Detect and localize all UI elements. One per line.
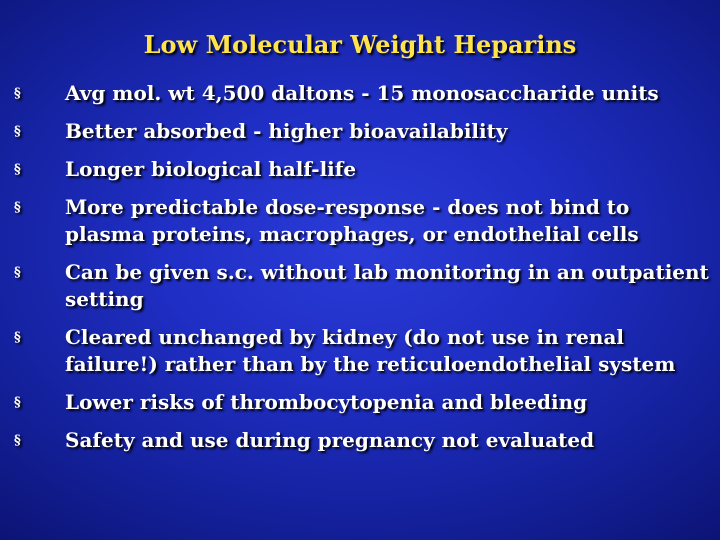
bullet-marker-icon: § — [14, 200, 21, 215]
bullet-item — [14, 324, 714, 378]
bullet-item — [14, 118, 714, 145]
bullet-item — [14, 389, 714, 416]
bullet-item — [14, 259, 714, 313]
bullet-text: Longer biological half-life — [65, 157, 357, 181]
bullet-text: Lower risks of thrombocytopenia and bleeding — [65, 390, 588, 414]
slide-title: Low Molecular Weight Heparins — [143, 30, 577, 59]
bullet-marker-icon: § — [14, 395, 21, 410]
bullet-list — [14, 80, 714, 465]
bullet-marker-icon: § — [14, 330, 21, 345]
bullet-marker-icon: § — [14, 86, 21, 101]
bullet-marker-icon: § — [14, 433, 21, 448]
bullet-marker-icon: § — [14, 162, 21, 177]
bullet-text: Better absorbed - higher bioavailability — [65, 119, 508, 143]
bullet-item — [14, 80, 714, 107]
bullet-text: Safety and use during pregnancy not evaluated — [65, 428, 595, 452]
bullet-text: More predictable dose-response - does not bind to plasma proteins, macrophages, or endothelial cells — [65, 195, 639, 246]
bullet-item — [14, 194, 714, 248]
bullet-marker-icon: § — [14, 124, 21, 139]
bullet-item — [14, 427, 714, 454]
bullet-item — [14, 156, 714, 183]
bullet-text: Cleared unchanged by kidney (do not use in renal failure!) rather than by the reticuloendothelial system — [65, 325, 676, 376]
bullet-text: Can be given s.c. without lab monitoring in an outpatient setting — [65, 260, 709, 311]
bullet-marker-icon: § — [14, 265, 21, 280]
bullet-text: Avg mol. wt 4,500 daltons - 15 monosaccharide units — [65, 81, 659, 105]
